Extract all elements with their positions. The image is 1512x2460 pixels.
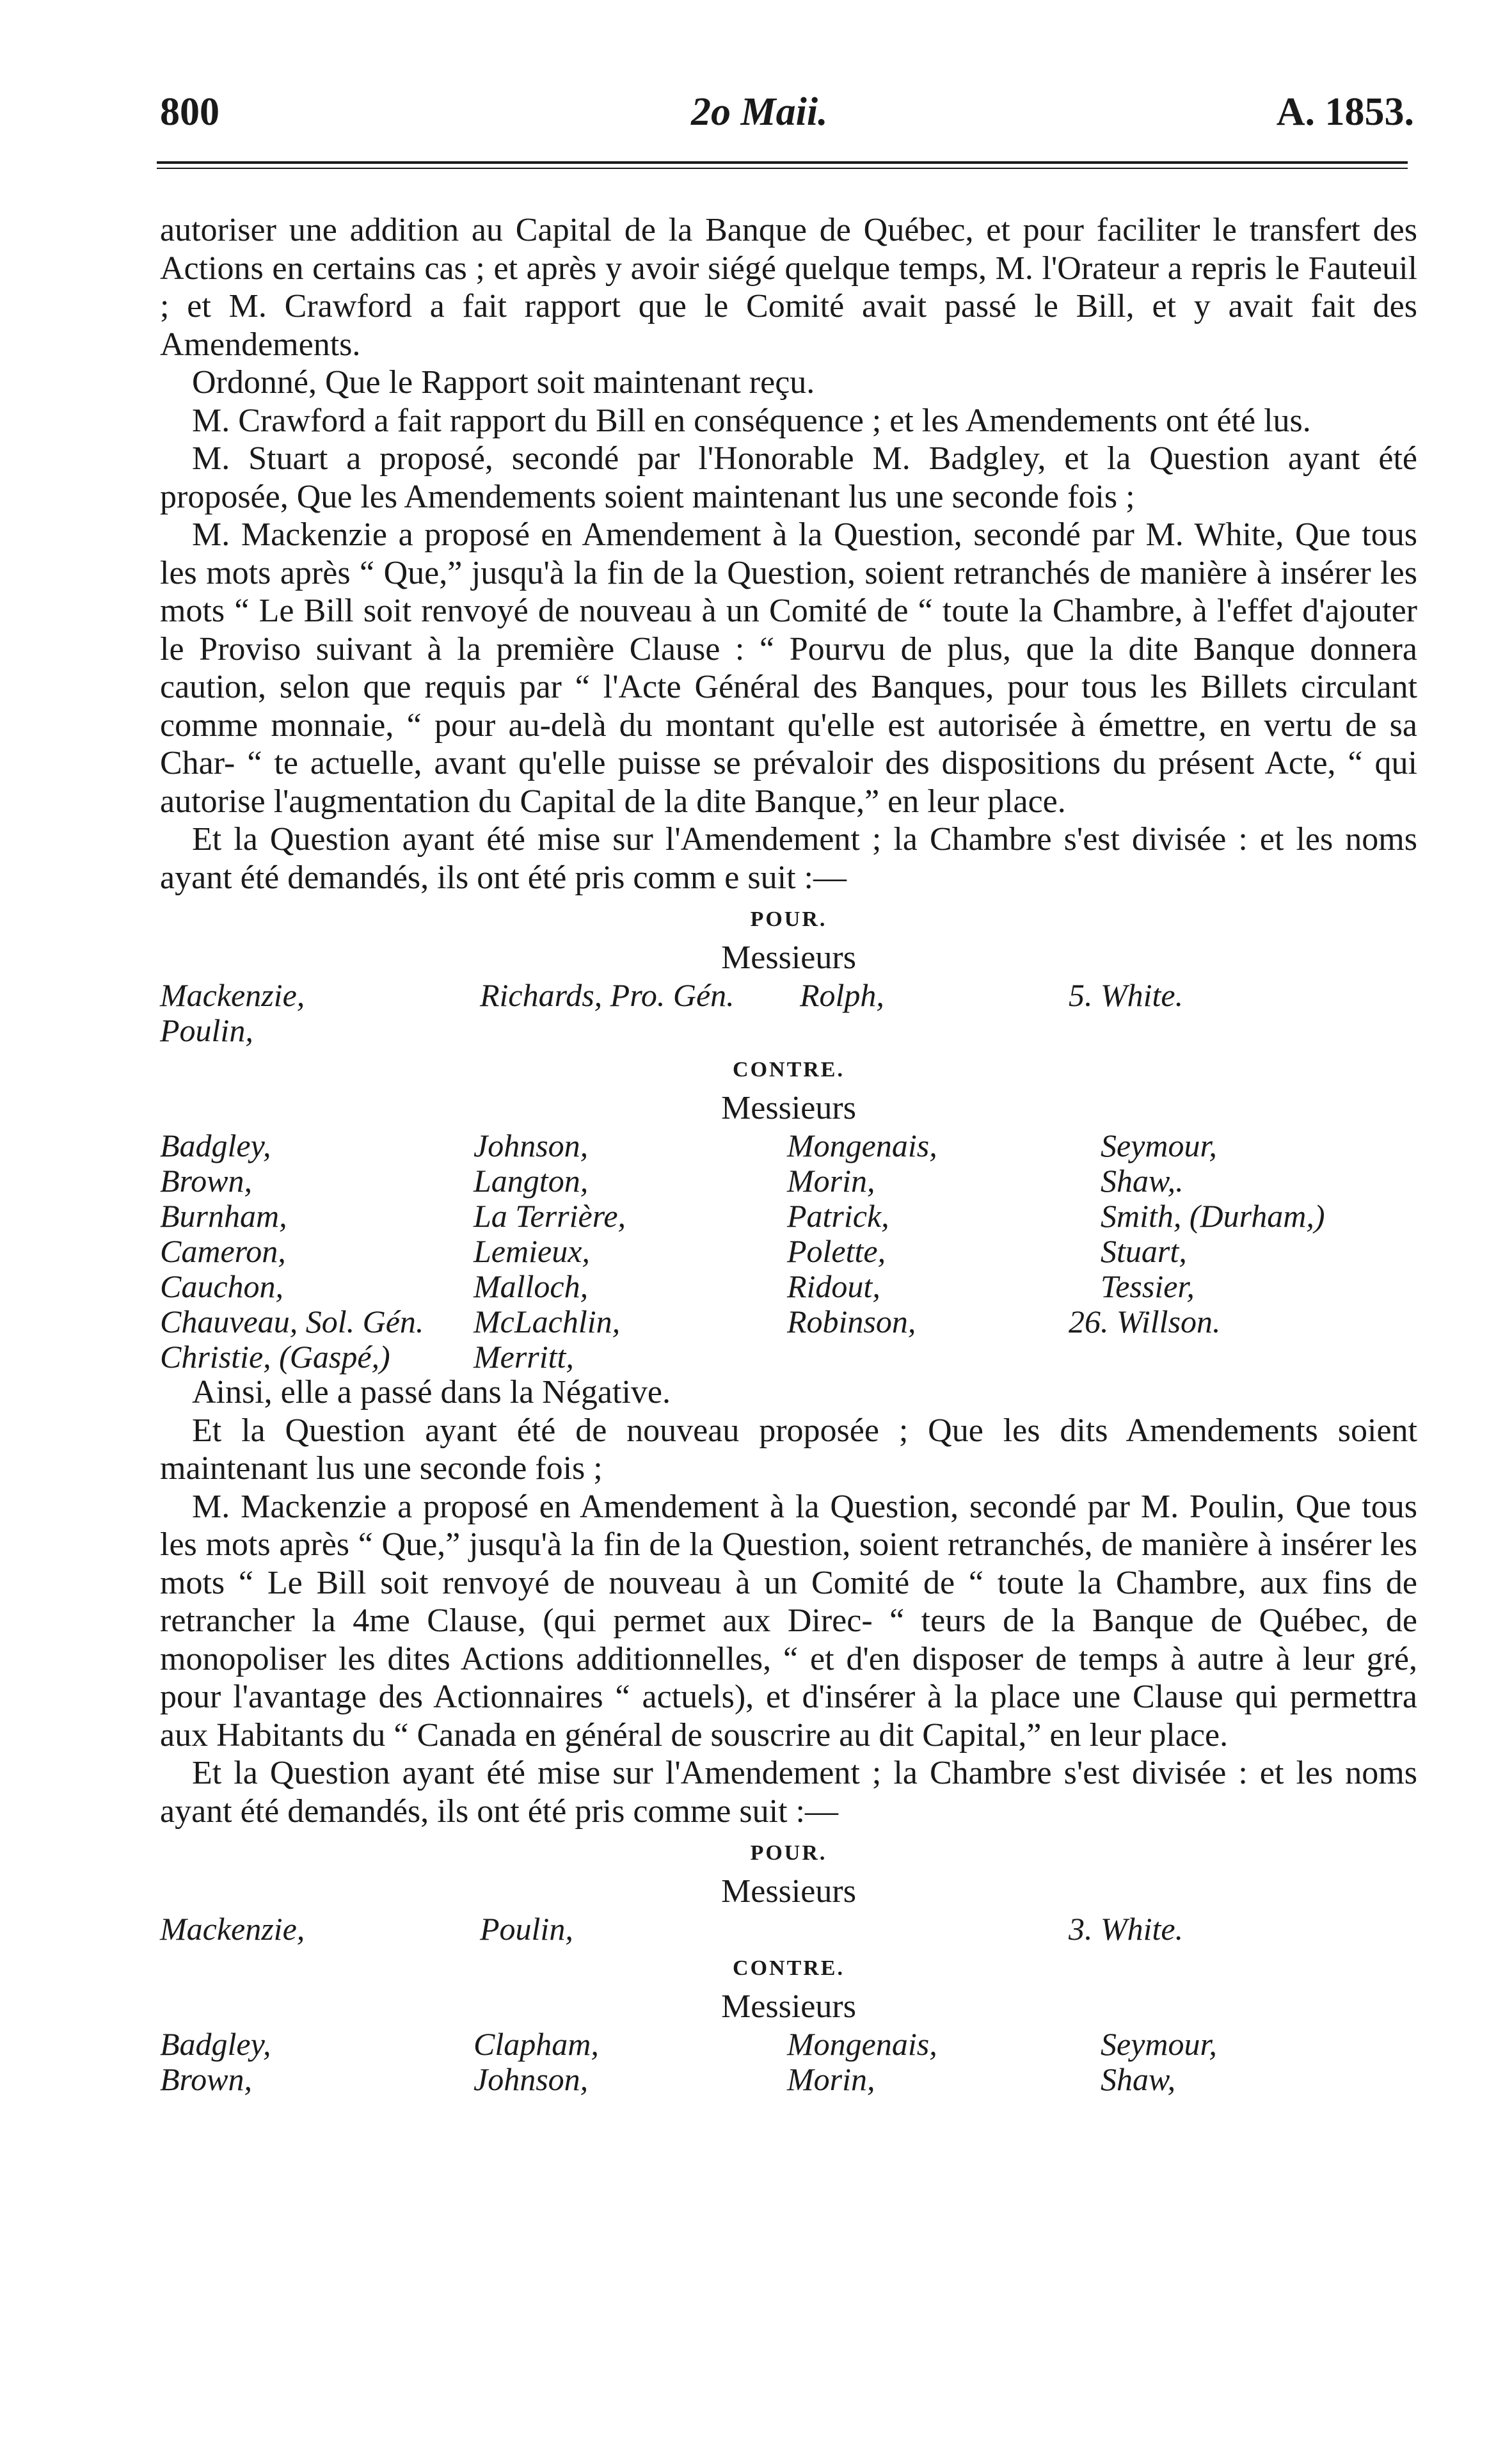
pour-names [160,977,1417,1047]
page-header [160,90,1414,134]
member-name: 5. White. [1069,977,1184,1013]
member-name: Mackenzie, [160,1911,305,1947]
contre-heading: CONTRE. [733,1956,845,1980]
name-row [160,1303,1417,1338]
name-row [160,1233,1417,1268]
vote-division-2 [160,1834,1417,2096]
member-name: Mongenais, [787,1128,937,1163]
member-name: Morin, [787,2061,875,2097]
member-name: Merritt, [473,1339,574,1375]
member-name: Poulin, [160,1012,253,1048]
member-name: Clapham, [473,2026,599,2062]
name-row [160,2061,1417,2096]
member-name: Patrick, [787,1198,889,1234]
member-name: Cameron, [160,1233,286,1269]
member-name: Langton, [473,1163,589,1199]
paragraph: M. Mackenzie a proposé en Amendement à la Question, secondé par M. White, Que tous les mots après “ Que,” jusqu'à la fin de la Question, soient retranchés de manière à insérer les mots “ Le Bill soit renvoyé de nouveau à un Comité de “ toute la Chambre, à l'effet d'ajouter le Proviso suivant à la première Clause : “ Pourvu de plus, que la dite Banque donnera caution, selon que requis par “ l'Acte Général des Banques, pour tous les Billets circulant comme monnaie, “ pour au-delà du montant qu'elle est autorisée à émettre, en vertu de sa Char- “ te actuelle, avant qu'elle puisse se prévaloir des dispositions du présent Acte, “ qui autorise l'augmentation du Capital de la dite Banque,” en leur place. [160,516,1417,820]
paragraph: Et la Question ayant été de nouveau proposée ; Que les dits Amendements soient maintenant lus une seconde fois ; [160,1412,1417,1487]
messieurs-heading: Messieurs [721,1089,856,1126]
name-row [160,2025,1417,2061]
pour-heading: POUR. [750,907,827,931]
member-name: Badgley, [160,2026,271,2062]
messieurs-heading: Messieurs [721,1988,856,2025]
contre-heading: CONTRE. [733,1058,845,1082]
messieurs-heading: Messieurs [721,1873,856,1910]
member-name: Christie, (Gaspé,) [160,1339,390,1375]
member-name: Robinson, [787,1304,916,1339]
member-name: Badgley, [160,1128,271,1163]
member-name: Malloch, [473,1268,589,1304]
member-name: Seymour, [1101,1128,1217,1163]
member-name: McLachlin, [473,1304,621,1339]
member-name: Brown, [160,2061,252,2097]
member-name: Brown, [160,1163,252,1199]
member-name: Morin, [787,1163,875,1199]
paragraph: Et la Question ayant été mise sur l'Amendement ; la Chambre s'est divisée : et les noms ayant été demandés, ils ont été pris comme suit :— [160,1755,1417,1830]
header-rule [157,161,1408,164]
member-name: Polette, [787,1233,886,1269]
member-name: Richards, Pro. Gén. [480,977,735,1013]
pour-heading: POUR. [750,1841,827,1865]
member-name: Seymour, [1101,2026,1217,2062]
paragraph: Et la Question ayant été mise sur l'Amendement ; la Chambre s'est divisée : et les noms ayant été demandés, ils ont été pris comm e suit :— [160,821,1417,896]
header-rule-thin [157,168,1408,169]
member-name: Johnson, [473,2061,589,2097]
name-row [160,1268,1417,1303]
page-number: 800 [160,90,219,134]
paragraph: M. Mackenzie a proposé en Amendement à la Question, secondé par M. Poulin, Que tous les mots après “ Que,” jusqu'à la fin de la Question, soient retranchés, de manière à insérer les mots “ Le Bill soit renvoyé de nouveau à un Comité de “ toute la Chambre, aux fins de retrancher la 4me Clause, (qui permet aux Direc- “ teurs de la Banque de Québec, de monopoliser les dites Actions additionnelles, “ et d'en disposer de temps à autre à leur gré, pour l'avantage des Actionnaires “ actuels), et d'insérer à la place une Clause qui permettra aux Habitants du “ Canada en général de souscrire au dit Capital,” en leur place. [160,1488,1417,1753]
document-body [160,211,1417,2096]
name-row [160,1012,1417,1047]
member-name: Chauveau, Sol. Gén. [160,1304,424,1339]
name-row [160,1910,1417,1945]
name-row [160,1197,1417,1233]
member-name: Lemieux, [473,1233,590,1269]
member-name: Ridout, [787,1268,880,1304]
paragraph: Ordonné, Que le Rapport soit maintenant reçu. [192,364,815,401]
vote-result: Ainsi, elle a passé dans la Négative. [192,1374,671,1410]
member-name: Mongenais, [787,2026,937,2062]
member-name: Shaw, [1101,2061,1176,2097]
name-row [160,1162,1417,1197]
member-name: Shaw,. [1101,1163,1184,1199]
contre-names [160,2025,1417,2096]
header-date: 2o Maii. [691,90,828,134]
member-name: 26. Willson. [1069,1304,1221,1339]
contre-names [160,1127,1417,1373]
member-name: 3. White. [1069,1911,1184,1947]
name-row [160,1127,1417,1162]
member-name: Mackenzie, [160,977,305,1013]
name-row [160,1338,1417,1373]
paragraph: autoriser une addition au Capital de la Banque de Québec, et pour faciliter le transfert des Actions en certains cas ; et après y avoir siégé quelque temps, M. l'Orateur a repris le Fauteuil ; et M. Crawford a fait rapport que le Comité avait passé le Bill, et y avait fait des Amendements. [160,212,1417,363]
vote-division-1 [160,900,1417,1412]
member-name: Rolph, [800,977,884,1013]
member-name: Poulin, [480,1911,573,1947]
pour-names [160,1910,1417,1945]
paragraph: M. Stuart a proposé, secondé par l'Honorable M. Badgley, et la Question ayant été proposée, Que les Amendements soient maintenant lus une seconde fois ; [160,440,1417,515]
member-name: Tessier, [1101,1268,1195,1304]
member-name: Cauchon, [160,1268,284,1304]
messieurs-heading: Messieurs [721,939,856,976]
paragraph: M. Crawford a fait rapport du Bill en conséquence ; et les Amendements ont été lus. [192,402,1311,439]
name-row [160,977,1417,1012]
member-name: Johnson, [473,1128,589,1163]
member-name: La Terrière, [473,1198,626,1234]
header-year: A. 1853. [1276,90,1414,134]
member-name: Smith, (Durham,) [1101,1198,1325,1234]
member-name: Burnham, [160,1198,287,1234]
member-name: Stuart, [1101,1233,1187,1269]
